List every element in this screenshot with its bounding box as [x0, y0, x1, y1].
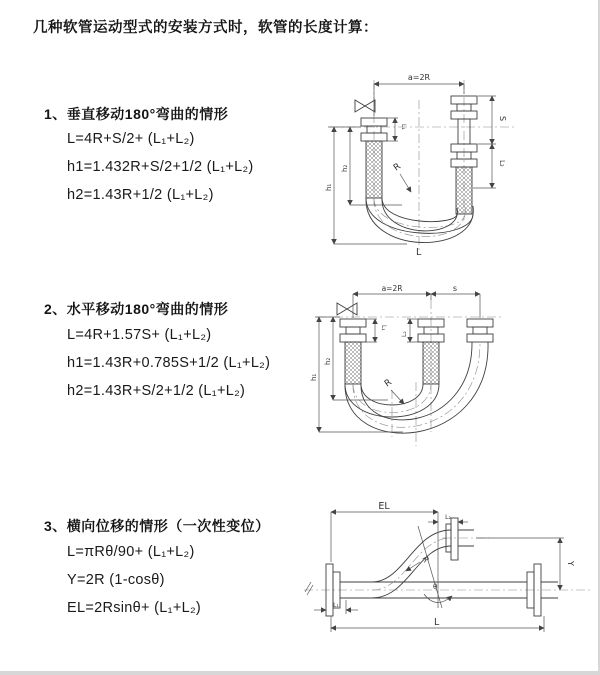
- hose-fitting-left: [361, 118, 387, 198]
- dim-label-l1: L₁: [333, 602, 339, 609]
- dim-label-h1: h₁: [310, 373, 318, 381]
- dim-label-s: S: [498, 116, 507, 122]
- hose-fitting-middle: [418, 319, 444, 384]
- dim-label-l2: L₂: [401, 331, 408, 337]
- dim-label-el: EL: [378, 501, 390, 512]
- dim-label-l2: L₂: [498, 160, 506, 167]
- dim-radius: [406, 555, 431, 571]
- hose-s-curve: [372, 530, 451, 598]
- formula-line: h2=1.43R+1/2 (L₁+L₂): [67, 187, 214, 203]
- section-1-heading: 1、垂直移动180°弯曲的情形: [44, 106, 229, 122]
- formula-line: h1=1.43R+0.785S+1/2 (L₁+L₂): [67, 355, 271, 371]
- hose-fitting-right: [467, 319, 493, 342]
- valve-icon: [355, 100, 375, 112]
- dim-label-a2r: a=2R: [381, 284, 403, 293]
- dim-label-r: R: [391, 161, 403, 174]
- dim-a2r: [353, 284, 480, 318]
- dim-label-l2: L₂: [445, 514, 451, 521]
- dim-el: [331, 501, 438, 608]
- hose-u-curves: [345, 342, 488, 433]
- formula-line: h1=1.432R+S/2+1/2 (L₁+L₂): [67, 159, 254, 175]
- dim-l1: [366, 319, 387, 342]
- dim-label-a2r: a=2R: [407, 73, 431, 82]
- dim-label-l1: L₁: [380, 325, 387, 331]
- formula-line: L=πRθ/90+ (L₁+L₂): [67, 544, 195, 560]
- vertical-180-bend-diagram: [312, 70, 592, 260]
- valve-icon: [337, 303, 357, 315]
- section-3-heading: 3、横向位移的情形（一次性变位）: [44, 518, 270, 534]
- dim-label-h2: h₂: [341, 164, 349, 172]
- pipe-break-mark: [305, 582, 313, 595]
- formula-line: L=4R+1.57S+ (L₁+L₂): [67, 327, 212, 343]
- section-2-heading: 2、水平移动180°弯曲的情形: [44, 301, 229, 317]
- flange-upper-right: [446, 518, 474, 560]
- dim-label-h2: h₂: [324, 357, 332, 365]
- formula-line: EL=2Rsinθ+ (L₁+L₂): [67, 600, 202, 616]
- dim-label-l: L: [416, 247, 422, 258]
- dim-l1: [314, 600, 358, 614]
- dim-l: [331, 616, 544, 632]
- dim-l1: [382, 118, 407, 141]
- horizontal-180-bend-diagram: [303, 282, 600, 452]
- dim-label-theta: θ: [433, 583, 438, 591]
- dim-label-r: R: [382, 377, 394, 390]
- dim-label-l: L: [434, 617, 440, 628]
- radius-chord-line: [418, 526, 442, 608]
- dim-l2: [428, 514, 468, 528]
- dim-label-l1: L₁: [400, 124, 407, 130]
- dim-s: [478, 96, 507, 144]
- dim-label-r: R: [420, 554, 431, 564]
- formula-line: h2=1.43R+S/2+1/2 (L₁+L₂): [67, 383, 246, 399]
- dim-l2: [473, 144, 506, 188]
- dim-label-s: s: [452, 284, 458, 293]
- dim-radius: [392, 162, 411, 192]
- page-title: 几种软管运动型式的安装方式时，软管的长度计算：: [33, 20, 378, 36]
- formula-line: L=4R+S/2+ (L₁+L₂): [67, 131, 195, 147]
- hose-fitting-left: [340, 319, 366, 384]
- centerlines: [330, 80, 517, 252]
- dim-l2: [401, 319, 418, 342]
- dim-a2r: [374, 73, 464, 116]
- lateral-displacement-diagram: [296, 498, 600, 642]
- formula-line: Y=2R (1-cosθ): [67, 572, 165, 588]
- dim-label-h1: h₁: [325, 183, 333, 191]
- dim-label-y: Y: [566, 561, 575, 566]
